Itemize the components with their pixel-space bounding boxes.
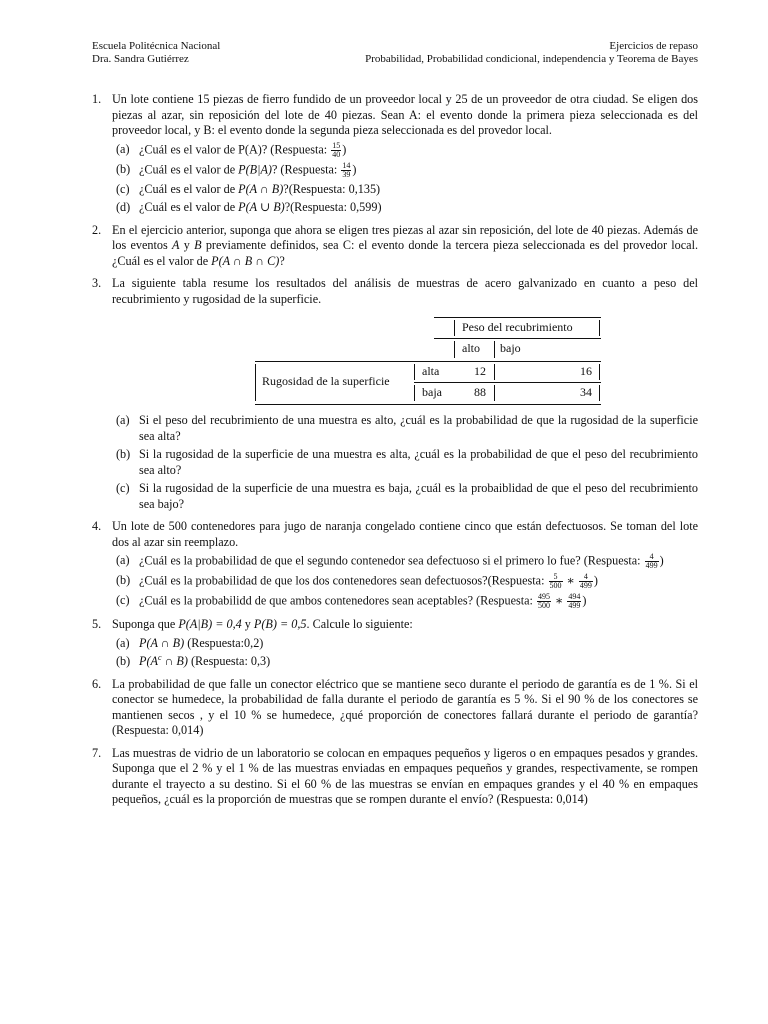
subquestion-1a [112, 142, 698, 159]
problem-text-part: . Calcule lo siguiente: [306, 617, 413, 631]
problem-body [112, 519, 698, 610]
subquestion-label: (b) [116, 654, 131, 668]
problem-5 [92, 617, 698, 670]
math-expression: P(B|A) [238, 161, 272, 176]
subquestion-4b [112, 573, 698, 590]
multiply-operator: ∗ [551, 593, 567, 608]
math-expression: P(A ∩ B) [139, 635, 185, 650]
table-rule [414, 382, 601, 383]
answer-text: ?(Respuesta: 0,599) [284, 200, 382, 214]
subquestion-label: (c) [116, 593, 130, 607]
answer-text: ?(Respuesta: 0,135) [283, 181, 381, 196]
answer-text: (Respuesta:0,2) [184, 635, 264, 650]
page-header [92, 40, 698, 66]
numerator: 4 [579, 573, 593, 582]
closing-paren: ) [659, 553, 664, 568]
header-left [92, 40, 220, 66]
denominator: 499 [645, 561, 658, 570]
denominator: 40 [332, 149, 341, 159]
problem-text: Las muestras de vidrio de un laboratorio se colocan en empaques pequeños y ligeros o en empaques pesados y grandes. Suponga que el 2 % y el 1 % de las muestras enviadas en empaques pequeños y grandes, respectivamente, se rompen durante el trayecto a su destino. Si el 60 % de las muestras se envían en empaques grandes y el 40 % en empaques pequeños, ¿cuál es la proporción de muestras que se rompen durante el envío? (Respuesta: 0,014) [112, 745, 698, 806]
subquestion-3a [112, 413, 698, 444]
math-variable: B [194, 238, 202, 252]
table-cell: 16 [580, 364, 592, 378]
problem-1 [92, 92, 698, 216]
answer-fraction [549, 573, 563, 590]
subquestion-text: Si la rugosidad de la superficie de una muestra es baja, ¿cuál es la probaiblidad de que el peso del recubrimiento sea bajo? [139, 481, 698, 511]
table-cell: 34 [580, 385, 592, 399]
problem-number: 3. [92, 276, 102, 290]
numerator: 494 [568, 592, 581, 601]
subquestion-label: (c) [116, 181, 130, 196]
problem-number: 5. [92, 617, 102, 631]
problem-text: La siguiente tabla resume los resultados del análisis de muestras de acero galvanizado en cuanto a peso del recubrimiento y rugosidad de la superficie. [112, 276, 698, 306]
subquestion-label: (b) [116, 447, 131, 461]
closing-paren: ) [342, 141, 347, 156]
table-cell: 88 [474, 385, 486, 399]
subquestion-text: Si el peso del recubrimiento de una muestra es alto, ¿cuál es la probabilidad de que la rugosidad de la superficie sea alta? [139, 413, 698, 443]
problem-body [112, 92, 698, 216]
table-rule [255, 364, 256, 401]
answer-fraction [341, 162, 351, 179]
question-text: ¿Cuál es el valor de [139, 181, 239, 196]
problem-text: En el ejercicio anterior, suponga que ahora se eligen tres piezas al azar sin reposición, del lote de 40 piezas. Además de los eventos [112, 222, 698, 252]
answer-text: (Respuesta: 0,3) [187, 654, 271, 668]
subquestion-label: (b) [116, 161, 131, 176]
math-expression: P(A ∩ B) [238, 181, 284, 196]
multiply-operator: ∗ [563, 573, 578, 588]
data-table [112, 317, 698, 407]
subquestion-label: (a) [116, 141, 130, 156]
table-rule [434, 317, 601, 318]
row-header-alta: alta [422, 364, 440, 378]
answer-fraction [537, 593, 551, 610]
question-text: ¿Cuál es la probabilidad de que los dos contenedores sean defectuosos?(Respuesta: [139, 573, 548, 588]
row-header-baja: baja [422, 385, 442, 399]
table-cell: 12 [474, 364, 486, 378]
denominator: 499 [568, 601, 581, 610]
numerator: 5 [549, 573, 563, 582]
subquestion-5a [112, 636, 698, 652]
column-group-header: Peso del recubrimiento [462, 320, 573, 334]
subquestion-label: (c) [116, 481, 130, 495]
problem-text: La probabilidad de que falle un conector eléctrico que se mantiene seco durante el periodo de garantía es de 1 %. Si el conector se humedece, la probabilidad de falla durante el periodo de garantía es 5 %. Si el 90 % de los conectores se mantienen secos , y el 10 % se humedece, ¿qué proporción de conectores fallará durante el periodo de garantía? (Respuesta: 0,014) [112, 676, 698, 737]
question-text: ¿Cuál es el valor de [139, 200, 239, 214]
closing-paren: ) [352, 161, 357, 176]
problem-body [112, 223, 698, 270]
problem-3 [92, 276, 698, 512]
table-rule [434, 338, 601, 339]
table-rule [599, 385, 600, 401]
subquestion-label: (a) [116, 413, 130, 427]
question-text: ¿Cuál es el valor de P(A)? (Respuesta: [139, 141, 331, 156]
question-text: ¿Cuál es la probabilidd de que ambos contenedores sean aceptables? (Respuesta: [139, 593, 536, 608]
problem-body [112, 617, 698, 670]
subquestion-text: Si la rugosidad de la superficie de una muestra es alta, ¿cuál es la probabilidad de que el peso del recubrimiento sea alto? [139, 447, 698, 477]
subquestion-4a [112, 553, 698, 570]
subquestion-1d [112, 200, 698, 216]
subquestion-text [139, 573, 698, 590]
document-title: Ejercicios de repaso [609, 40, 698, 52]
math-expression: P(A|B) = 0,4 [178, 617, 242, 631]
subquestion-text [139, 553, 698, 570]
subquestion-text [139, 593, 698, 610]
table-rule [414, 364, 415, 380]
subquestion-text [139, 200, 698, 216]
problem-text-part: Suponga que [112, 617, 179, 631]
problem-text: previamente definidos, sea C: el evento donde la tercera pieza seleccionada es del provedor local. ¿Cuál es el valor de [112, 238, 699, 268]
table-rule [255, 404, 601, 405]
table-rule [454, 341, 455, 358]
subquestion-label: (a) [116, 553, 130, 567]
subquestion-1c [112, 182, 698, 198]
subquestion-text [139, 636, 698, 652]
school-name: Escuela Politécnica Nacional [92, 40, 221, 52]
answer-fraction [567, 593, 581, 610]
math-expression: P(A ∩ B ∩ C) [211, 253, 280, 268]
header-right [365, 40, 698, 66]
subquestion-5b [112, 654, 698, 670]
table-rule [454, 320, 455, 336]
problem-list [92, 92, 698, 808]
complement-superscript: c [157, 652, 162, 662]
subquestion-1b [112, 162, 698, 179]
question-text: ? (Respuesta: [271, 161, 341, 176]
answer-fraction [645, 553, 659, 570]
document-subtitle: Probabilidad, Probabilidad condicional, independencia y Teorema de Bayes [365, 53, 698, 65]
problem-number: 7. [92, 745, 102, 760]
column-header-bajo: bajo [500, 341, 521, 355]
math-variable: A [172, 238, 180, 252]
table-rule [494, 385, 495, 401]
subquestion-3c [112, 481, 698, 512]
author-name: Dra. Sandra Gutiérrez [92, 53, 189, 65]
row-group-header: Rugosidad de la superficie [262, 374, 390, 388]
problem-4 [92, 519, 698, 610]
numerator: 495 [537, 592, 550, 601]
document-page [92, 40, 698, 815]
denominator: 39 [342, 169, 351, 179]
denominator: 500 [549, 581, 562, 590]
table-rule [599, 320, 600, 336]
problem-number: 4. [92, 519, 102, 533]
numerator: 14 [342, 160, 351, 170]
table-rule [255, 361, 601, 362]
subquestion-label: (b) [116, 573, 131, 587]
problem-number: 6. [92, 676, 102, 691]
numerator: 15 [332, 140, 341, 150]
math-part: ∩ B) [161, 654, 188, 668]
problem-text-part: y [241, 617, 254, 631]
math-expression [139, 654, 188, 668]
subquestion-label: (d) [116, 200, 131, 214]
math-part: P(A [139, 654, 158, 668]
table-rule [494, 364, 495, 380]
problem-7 [92, 746, 698, 808]
table-rule [599, 364, 600, 380]
problem-text: Un lote de 500 contenedores para jugo de naranja congelado contiene cinco que están defectuosos. Se toman del lote dos al azar sin reemplazo. [112, 519, 698, 549]
problem-text: Un lote contiene 15 piezas de fierro fundido de un proveedor local y 25 de un proveedor de otra ciudad. Se eligen dos piezas al azar, sin reposición del lote de 40 piezas. Sean A: el evento donde la primera pieza seleccionada es del proveedor local, y B: el evento donde la segunda pieza seleccionada es del provedor local. [112, 92, 698, 137]
problem-text: ? [279, 253, 285, 268]
denominator: 499 [579, 581, 592, 590]
problem-text: y [179, 238, 195, 252]
subquestion-text [139, 654, 698, 670]
numerator: 4 [645, 553, 659, 562]
math-expression: P(B) = 0,5 [253, 617, 307, 631]
table-rule [414, 385, 415, 401]
answer-fraction [331, 142, 341, 159]
problem-6 [92, 677, 698, 739]
column-header-alto: alto [462, 341, 480, 355]
problem-number: 2. [92, 222, 102, 237]
problem-body [112, 276, 698, 512]
question-text: ¿Cuál es el valor de [139, 161, 239, 176]
table-rule [494, 341, 495, 358]
subquestion-text [139, 142, 698, 159]
subquestion-4c [112, 593, 698, 610]
subquestion-3b [112, 447, 698, 478]
question-text: ¿Cuál es la probabilidad de que el segundo contenedor sea defectuoso si el primero lo fue? (Respuesta: [139, 553, 644, 568]
problem-text [112, 617, 698, 633]
subquestion-label: (a) [116, 635, 130, 650]
problem-number: 1. [92, 92, 102, 106]
closing-paren: ) [582, 593, 587, 608]
math-expression: P(A ∪ B) [238, 200, 285, 214]
subquestion-text [139, 182, 698, 198]
problem-2 [92, 223, 698, 270]
subquestion-text [139, 162, 698, 179]
denominator: 500 [537, 601, 550, 610]
closing-paren: ) [593, 573, 598, 588]
answer-fraction [579, 573, 593, 590]
